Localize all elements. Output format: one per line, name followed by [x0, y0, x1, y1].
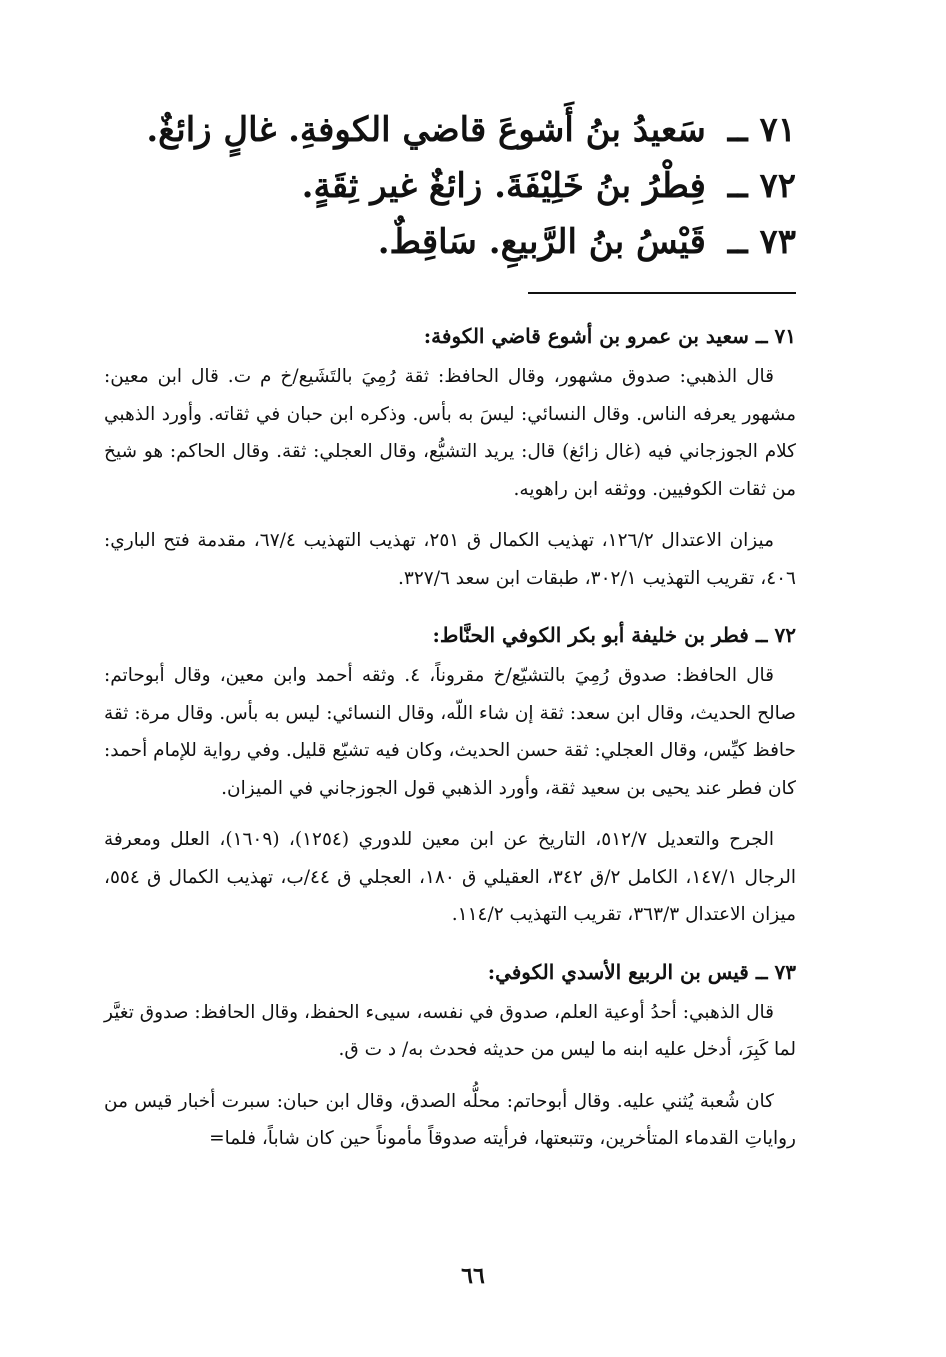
paragraph-gap: [104, 508, 796, 522]
footnote-sources: الجرح والتعديل ٥١٢/٧، التاريخ عن ابن معين للدوري (١٢٥٤)، (١٦٠٩)، العلل ومعرفة الرجال ١٤٧/١، الكامل ٢/ق ٣٤٢، العقيلي ق ١٨٠، العجلي ق ٤٤/ب، تهذيب الكمال ق ٥٥٤، ميزان الاعتدال ٣٦٣/٣، تقريب التهذيب ١١٤/٢.: [104, 829, 797, 925]
footnote-heading: ٧١ ــ سعيد بن عمرو بن أشوع قاضي الكوفة:: [423, 324, 796, 348]
entry-text: سَعيدُ بنُ أَشوعَ قاضي الكوفةِ. غالٍ زائغٌ.: [146, 110, 706, 150]
footnote-heading: ٧٢ ــ فطر بن خليفة أبو بكر الكوفي الحنَّاط:: [432, 623, 796, 647]
entry-number: ٧٣ ــ: [727, 222, 796, 262]
entry-text: قَيْسُ بنُ الرَّبيعِ. سَاقِطٌ.: [377, 222, 706, 262]
footnotes: [104, 318, 796, 1178]
footnote-73: [104, 954, 796, 1158]
page-number: ٦٦: [461, 1263, 485, 1289]
entry-number: ٧١ ــ: [727, 110, 796, 150]
main-entry: [146, 102, 796, 158]
entry-number: ٧٢ ــ: [727, 166, 796, 206]
entry-text: فِطْرُ بنُ خَلِيْفَةَ. زائغٌ غير ثِقَةٍ.: [301, 166, 706, 206]
paragraph-gap: [104, 1069, 796, 1083]
paragraph-gap: [104, 807, 796, 821]
footnote-divider: [528, 292, 796, 294]
footnote-paragraph: قال الذهبي: أحدُ أوعية العلم، صدوق في نفسه، سيىء الحفظ، وقال الحافظ: صدوق تغيَّر لما كَبِرَ، أدخل عليه ابنه ما ليس من حديثه فحدث به/ د ت ق.: [104, 1001, 796, 1060]
footnote-sources: ميزان الاعتدال ١٢٦/٢، تهذيب الكمال ق ٢٥١، تهذيب التهذيب ٦٧/٤، مقدمة فتح الباري: ٤٠٦، تقريب التهذيب ٣٠٢/١، طبقات ابن سعد ٣٢٧/٦.: [104, 530, 796, 589]
footnote-paragraph: قال الذهبي: صدوق مشهور، وقال الحافظ: ثقة رُمِيَ بالتَشَيع/خ م ت. قال ابن معين: مشهور يعرفه الناس. وقال النسائي: ليسَ به بأس. وذكره ابن حبان في ثقاته. وأورد الذهبي كلام الجوزجاني فيه (غال زائغ) قال: يريد التشيُّع، وقال العجلي: ثقة. وقال الحاكم: هو شيخ من ثقات الكوفيين. ووثقه ابن راهويه.: [104, 366, 796, 500]
main-entry: [156, 214, 796, 270]
main-entries-list: [146, 102, 796, 270]
footnote-72: [104, 617, 796, 934]
footnote-paragraph-continued: كان شُعبة يُثني عليه. وقال أبوحاتم: محلُّه الصدق، وقال ابن حبان: سبرت أخبار قيس من رواياتِ القدماء المتأخرين، وتتبعتها، فرأيته صدوقاً مأموناً حين كان شاباً، فلما=: [104, 1090, 796, 1149]
footnote-71: [104, 318, 796, 597]
main-entry: [156, 158, 796, 214]
footnote-paragraph: قال الحافظ: صدوق رُمِيَ بالتشيّع/خ مقروناً، ٤. وثقه أحمد وابن معين، وقال أبوحاتم: صالح الحديث، وقال ابن سعد: ثقة إن شاء اللّه، وقال النسائي: ليس به بأس. وقال مرة: ثقة حافظ كيِّس، وقال العجلي: ثقة حسن الحديث، وكان فيه تشيّع قليل. وفي رواية للإمام أحمد: كان فطر عند يحيى بن سعيد ثقة، وأورد الذهبي قول الجوزجاني في الميزان.: [104, 665, 796, 799]
footnote-heading: ٧٣ ــ قيس بن الربيع الأسدي الكوفي:: [487, 959, 796, 984]
